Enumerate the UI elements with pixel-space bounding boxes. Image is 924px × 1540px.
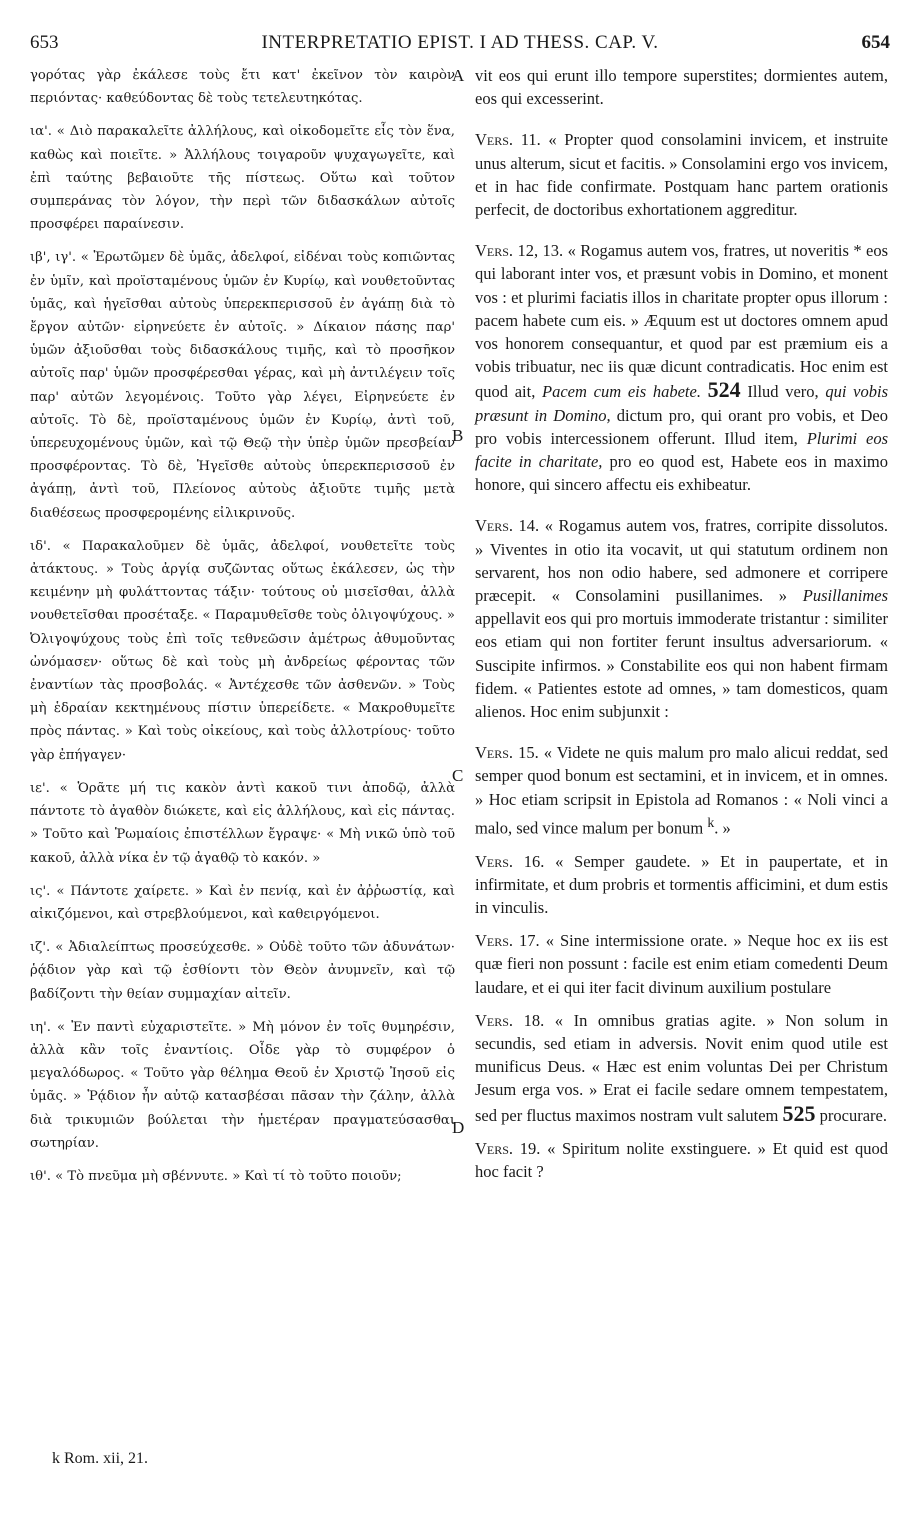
latin-text: « Semper gaudete. » Et in paupertate, et in infirmitate, et dum probris et tormentis afficimini, et dum estis in vinculis. — [475, 851, 889, 917]
margin-marker-a: A — [452, 66, 465, 85]
verse-label: Vers. 12, 13. — [475, 241, 564, 261]
greek-paragraph: ιη'. « Ἐν παντὶ εὐχαριστεῖτε. » Μὴ μόνον ἐν τοῖς θυμηρέσιν, ἀλλὰ κἂν τοῖς ἐναντίοις. Οἶδε γὰρ τὸ συμφέρον ὁ μεγαλόδωρος. « Τοῦτο γὰρ θέλημα Θεοῦ ἐν Χριστῷ Ἰησοῦ εἰς ὑμᾶς. » Ῥᾴδιον ἦν αὐτῷ κατασβέσαι πᾶσαν τὴν ζάλην, ἀλλὰ διὰ τρικυμιῶν βούλεται τὴν ἡμετέραν πραγματεύσασθαι σωτηρίαν. — [30, 1019, 455, 1151]
latin-text: Illud vero, — [747, 382, 819, 402]
greek-paragraph: ις'. « Πάντοτε χαίρετε. » Καὶ ἐν πενίᾳ, καὶ ἐν ἀῤῥωστίᾳ, καὶ αἰκιζόμενοι, καὶ στρεβλούμενοι, καὶ καθειργόμενοι. — [30, 883, 455, 922]
latin-paragraph — [475, 514, 888, 723]
greek-paragraph: ιθ'. « Τὸ πνεῦμα μὴ σβέννυτε. » Καὶ τί τὸ τοῦτο ποιοῦν; — [30, 1168, 402, 1184]
margin-marker-d: D — [452, 1118, 465, 1137]
latin-paragraph — [475, 64, 888, 110]
greek-paragraph: ιδ'. « Παρακαλοῦμεν δὲ ὑμᾶς, ἀδελφοί, νουθετεῖτε τοὺς ἀτάκτους. » Τοὺς ἀργίᾳ συζῶντας οὕτως ἐκάλεσεν, ὡς τὴν κειμένην μὴ φυλάττοντας τάξιν· τούτους οὐ μισεῖσθαι, ἀλλὰ νουθετεῖσθαι προσέταξε. « Παραμυθεῖσθε τοὺς ὀλιγοψύχους. » Ὀλιγοψύχους τοὺς ἐπὶ τοῖς τεθνεῶσιν ἀμέτρως ἀθυμοῦντας ὠνόμασεν· οὕτως δὲ καὶ τοὺς μὴ ἀνδρείως φέροντας τῶν ἐναντίων τὰς προσβολάς. « Ἀντέχεσθε τῶν ἀσθενῶν. » Τοὺς μὴ ἑδραίαν κεκτημένους πίστιν ὑπερείδετε. « Μακροθυμεῖτε πρὸς πάντας. » Καὶ τοὺς οἰκείους, καὶ τοὺς ἀλλοτρίους· τοῦτο γὰρ ἐπήγαγεν· — [30, 538, 455, 763]
latin-italic: Pusillanimes — [802, 586, 888, 606]
latin-text: . » — [714, 818, 731, 838]
verse-label: Vers. 19. — [475, 1138, 541, 1158]
latin-paragraph — [475, 741, 888, 839]
greek-column — [30, 64, 455, 1188]
latin-text: « Spiritum nolite exstinguere. » Et quid est quod hoc facit ? — [475, 1138, 888, 1182]
greek-paragraph: ιβ', ιγ'. « Ἐρωτῶμεν δὲ ὑμᾶς, ἀδελφοί, εἰδέναι τοὺς κοπιῶντας ἐν ὑμῖν, καὶ προϊσταμένους ὑμῶν ἐν Κυρίῳ, καὶ νουθετοῦντας ὑμᾶς, καὶ ἡγεῖσθαι αὐτοὺς ὑπερεκπερισσοῦ ἐν ἀγάπῃ διὰ τὸ ἔργον αὐτῶν· εἰρηνεύετε ἐν αὐτοῖς. » Δίκαιον πάσης παρ' ὑμῶν ἀξιοῦσθαι τοὺς διδασκάλους τιμῆς, καὶ τὸ προσῆκον αὐτοῖς παρ' ὑμῶν προσφέρεσθαι γέρας, καὶ μὴ ἀντιλέγειν τοῖς παρ' αὐτῶν λεγομένοις. Τοῦτο γὰρ λέγει, Εἰρηνεύετε ἐν αὐτοῖς. Τὸ δὲ, προϊσταμένους ὑμῶν ἐν Κυρίῳ, ἀντὶ τοῦ, ὑπερευχομένους ὑμῶν, καὶ τῷ Θεῷ τὴν ὑπὲρ ὑμῶν πρεσβείαν προσφέροντας. Τὸ δὲ, Ἡγεῖσθε αὐτοὺς ὑπερεκπερισσοῦ ἐν ἀγάπῃ, ἀντὶ τοῦ, Πλείονος αὐτοὺς ἀξιοῦτε τιμῆς μετὰ διαθέσεως προσφερομένης εἰλικρινοῦς. — [30, 250, 455, 521]
latin-text: procurare. — [819, 1105, 887, 1125]
latin-text: « Propter quod consolamini invicem, et instruite unus alterum, sicut et facitis. » Consolamini ergo vos invicem, et in hac fide confirmate. Postquam hanc partem orationis perfecit, de doctoribus exhortationem aggreditur. — [475, 130, 889, 220]
latin-italic: Plurimi eos facite in charitate, — [475, 428, 888, 472]
page-header — [30, 32, 890, 58]
footnote-ref: k — [707, 814, 715, 830]
page-marker: 525 — [782, 1100, 816, 1126]
page-marker: 524 — [707, 377, 741, 403]
verse-label: Vers. 16. — [475, 851, 545, 871]
verse-label: Vers. 14. — [475, 516, 540, 536]
latin-paragraph — [475, 128, 888, 221]
latin-paragraph — [475, 1137, 888, 1183]
verse-label: Vers. 15. — [475, 743, 539, 763]
latin-text: dictum pro, qui orant pro vobis, et Deo pro vobis intercessionem offerunt. Illud item, — [475, 405, 888, 448]
latin-text: « Rogamus autem vos, fratres, ut noveritis * eos qui laborant inter vos, et præsunt vobis in Domino, et monent vos : et plurimi faciatis illos in charitate propter opus illorum : pacem habete cum eis. » Æquum est ut doctores omnem apud vos honorem consequantur, et quod par est præmium eis a vobis tribuatur, nec iis quæ dicunt contradicatis. Hoc enim est quod ait, — [475, 241, 889, 402]
latin-paragraph — [475, 850, 888, 920]
latin-paragraph — [475, 1009, 888, 1127]
page-number-left: 653 — [30, 32, 59, 53]
latin-text: « Rogamus autem vos, fratres, corripite dissolutos. » Viventes in otio ita vocavit, ut qui statutum ordinem non servarent, hos non odio habere, sed admonere et corripere præcepit. « Consolamini pusillanimes. » — [475, 516, 888, 606]
latin-text: « In omnibus gratias agite. » Non solum in secundis, sed etiam in adversis. Novit enim quod utile est munificus Deus. « Hæc est enim voluntas Dei per Christum Jesum erga vos. » Erat ei facile sedare omnem tempestatem, sed per fluctus maximos nostram vult salutem — [475, 1010, 888, 1125]
margin-marker-c: C — [452, 766, 464, 785]
verse-label: Vers. 11. — [475, 130, 541, 150]
latin-text: « Sine intermissione orate. » Neque hoc ex iis est quæ fieri non possunt : facile est enim etiam comedenti Deum laudare, et ei qui iter facit divinum auxilium postulare — [475, 931, 888, 997]
latin-text: « Videte ne quis malum pro malo alicui reddat, sed semper quod bonum est sectamini, et in invicem, et in omnes. » Hoc etiam scripsit in Epistola ad Romanos : « Noli vinci a malo, sed vince malum per bonum — [475, 743, 888, 838]
latin-column — [475, 64, 888, 1183]
page-number-right: 654 — [861, 32, 890, 53]
greek-paragraph: ια'. « Διὸ παρακαλεῖτε ἀλλήλους, καὶ οἰκοδομεῖτε εἷς τὸν ἕνα, καθὼς καὶ ποιεῖτε. » Ἀλλήλους τοιγαροῦν ψυχαγωγεῖτε, καὶ ἐπὶ ταύτης βεβαιοῦτε τῆς πίστεως. Οὕτω καὶ τοῦτον συμπεράνας τὸν λόγον, τὴν περὶ τῶν διδασκάλων αὐτοῖς προσφέρει παραίνεσιν. — [30, 124, 455, 233]
latin-text: appellavit eos qui pro mortuis immoderate tristantur : similiter eos etiam qui non fortiter ferunt insultus adversariorum. « Suscipite infirmos. » Constabilite eos qui non habent firmam fidem. « Patientes estote ad omnes, » tam domesticos, quam alienos. Hoc enim subjunxit : — [475, 609, 888, 722]
latin-italic: qui vobis præsunt in Domino, — [475, 382, 888, 425]
verse-label: Vers. 17. — [475, 931, 540, 951]
latin-paragraph — [475, 239, 888, 496]
latin-italic: Pacem cum eis habete. — [542, 382, 701, 402]
footnote: k Rom. xii, 21. — [52, 1450, 149, 1467]
verse-label: Vers. 18. — [475, 1010, 545, 1030]
margin-marker-b: B — [452, 426, 464, 445]
greek-paragraph: ιε'. « Ὁρᾶτε μή τις κακὸν ἀντὶ κακοῦ τινι ἀποδῷ, ἀλλὰ πάντοτε τὸ ἀγαθὸν διώκετε, καὶ εἰς ἀλλήλους, καὶ εἰς πάντας. » Τοῦτο καὶ Ῥωμαίοις ἐπιστέλλων ἔγραψε· « Μὴ νικῶ ὑπὸ τοῦ κακοῦ, ἀλλὰ νίκα ἐν τῷ ἀγαθῷ τὸ κακόν. » — [30, 780, 455, 866]
greek-paragraph: γορότας γὰρ ἐκάλεσε τοὺς ἔτι κατ' ἐκεῖνον τὸν καιρὸν περιόντας· καθεύδοντας δὲ τοὺς τετελευτηκότας. — [30, 68, 455, 107]
running-title: INTERPRETATIO EPIST. I AD THESS. CAP. V. — [261, 32, 659, 53]
latin-text: vit eos qui erunt illo tempore superstites; dormientes autem, eos qui excesserint. — [475, 66, 888, 109]
latin-text: pro eo quod est, Habete eos in maximo honore, qui sincero affectu eis exhibeatur. — [475, 452, 889, 495]
greek-paragraph: ιζ'. « Ἀδιαλείπτως προσεύχεσθε. » Οὐδὲ τοῦτο τῶν ἀδυνάτων· ῥᾴδιον γὰρ καὶ τῷ ἐσθίοντι τὸν Θεὸν ἀνυμνεῖν, καὶ τῷ βαδίζοντι τὴν θείαν συμμαχίαν αἰτεῖν. — [30, 940, 455, 1002]
latin-paragraph — [475, 929, 888, 999]
